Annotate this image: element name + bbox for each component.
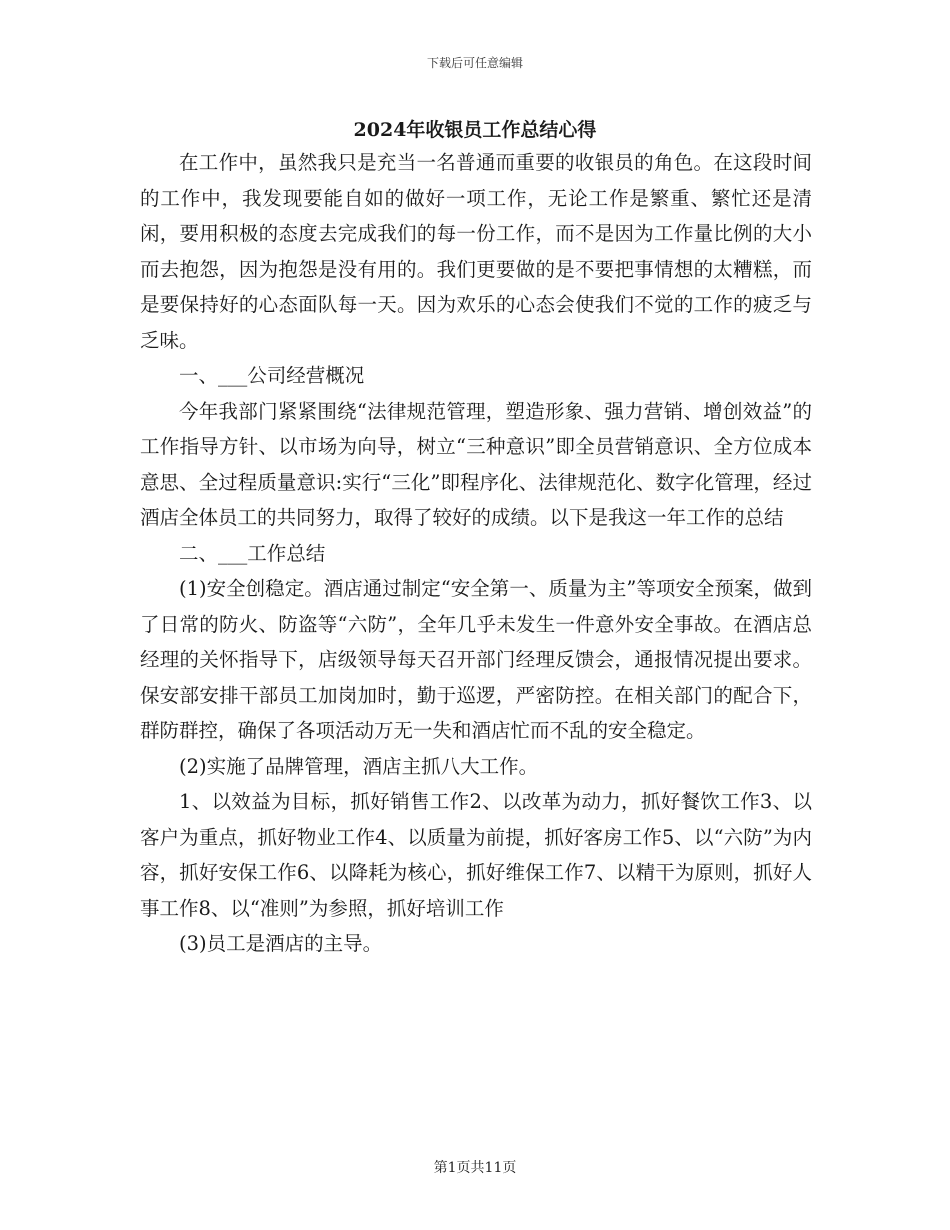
- document-body: [140, 145, 812, 962]
- paragraph-overview: 今年我部门紧紧围绕“法律规范管理，塑造形象、强力营销、增创效益”的工作指导方针、以市场为向导，树立“三种意识”即全员营销意识、全方位成本意思、全过程质量意识:实行“三化”即程序化、法律规范化、数字化管理，经过酒店全体员工的共同努力，取得了较好的成绩。以下是我这一年工作的总结: [140, 399, 812, 529]
- paragraph-staff: (3)员工是酒店的主导。: [179, 932, 383, 955]
- paragraph-eight-tasks: 1、以效益为目标，抓好销售工作2、以改革为动力，抓好餐饮工作3、以客户为重点，抓好物业工作4、以质量为前提，抓好客房工作5、以“六防”为内容，抓好安保工作6、以降耗为核心，抓好维保工作7、以精干为原则，抓好人事工作8、以“准则”为参照，抓好培训工作: [140, 790, 812, 920]
- paragraph-brand-management: (2)实施了品牌管理，酒店主抓八大工作。: [179, 754, 539, 778]
- section-heading-summary: 二、___工作总结: [179, 541, 326, 565]
- page-number: 第1页共11页: [433, 1160, 517, 1176]
- paragraph-safety: (1)安全创稳定。酒店通过制定“安全第一、质量为主”等项安全预案，做到了日常的防火、防盗等“六防”，全年几乎未发生一件意外安全事故。在酒店总经理的关怀指导下，店级领导每天召开部门经理反馈会，通报情况提出要求。保安部安排干部员工加岗加时，勤于巡逻，严密防控。在相关部门的配合下，群防群控，确保了各项活动万无一失和酒店忙而不乱的安全稳定。: [140, 577, 812, 742]
- section-heading-overview: 一、___公司经营概况: [179, 364, 365, 387]
- page-header-note: 下载后可任意编辑: [426, 56, 523, 70]
- paragraph-intro: 在工作中，虽然我只是充当一名普通而重要的收银员的角色。在这段时间的工作中，我发现要能自如的做好一项工作，无论工作是繁重、繁忙还是清闲，要用积极的态度去完成我们的每一份工作，而不是因为工作量比例的大小而去抱怨，因为抱怨是没有用的。我们更要做的是不要把事情想的太糟糕，而是要保持好的心态面队每一天。因为欢乐的心态会使我们不觉的工作的疲乏与乏味。: [140, 151, 812, 352]
- document-title: 2024年收银员工作总结心得: [353, 119, 597, 141]
